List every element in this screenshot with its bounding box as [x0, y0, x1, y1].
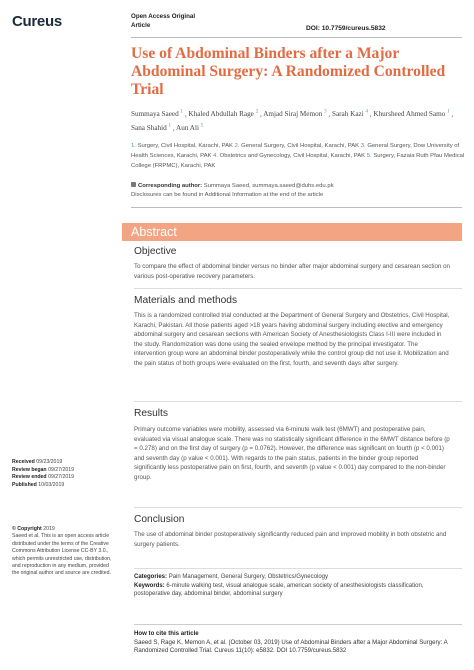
section-divider: [134, 288, 462, 289]
abstract-heading: Abstract: [131, 225, 177, 239]
cite-divider: [134, 624, 462, 625]
categories-keywords: [134, 573, 450, 599]
objective-heading: Objective: [134, 246, 177, 257]
section-divider: [134, 568, 462, 569]
methods-text: This is a randomized controlled trial conducted at the Department of General Surgery and Obstetrics, Civil Hospital, Karachi, Pakistan. All those patients aged >18 years having abdominal surgery including elective and emergency abdominal surgery and cesarean sections with American Society of Anesthesiologists Class I-III were included in the study. Randomization was done using the sealed envelope method by the principal investigator. The intervention group wore an abdominal binder postoperatively while the control group did not use it. Mobilization and the pain status of both groups were evaluated on the first, fourth, and seventh days after surgery.: [134, 312, 450, 367]
categories: Categories: Pain Management, General Surgery, Obstetrics/Gynecology: [134, 574, 328, 580]
date-published: Published 10/03/2019: [12, 481, 65, 488]
corresponding-author: Corresponding author: Summaya Saeed, summaya.saeed@duhs.edu.pk Disclosures can be found in Additional Information at the end of the article: [131, 182, 466, 199]
article-dates: [12, 459, 112, 489]
date-received: Received 09/23/2019: [12, 459, 63, 465]
section-divider: [134, 507, 462, 508]
methods-heading: Materials and methods: [134, 295, 238, 306]
how-to-cite: How to cite this article Saeed S, Rage K, Memon A, et al. (October 03, 2019) Use of Abdominal Binders after a Major Abdominal Surgery: A Randomized Controlled Trial. Cureus 11(10): e5832. DOI 10.7759/cureus.5832: [134, 630, 464, 656]
date-review-ended: Review ended 09/27/2019: [12, 474, 75, 481]
disclosures: Disclosures can be found in Additional Information at the end of the article: [131, 191, 324, 198]
doi-header[interactable]: DOI: 10.7759/cureus.5832: [306, 25, 386, 32]
author-list: Summaya Saeed $^1$ , Khaled Abdullah Rage $^2$ , Amjad Siraj Memon $^3$ , Sarah Kazi $^4$ , Khursheed Ahmed Samo $^1$ , Sana Shahid $^1$ , Aun Ali $^5$: [131, 110, 454, 133]
conclusion-heading: Conclusion: [134, 514, 185, 525]
corresponding-email[interactable]: Summaya Saeed, summaya.saeed@duhs.edu.pk: [203, 183, 334, 189]
author[interactable]: Sana Shahid $^1$: [131, 123, 172, 133]
abstract-divider: [131, 207, 462, 208]
article-type: [131, 12, 195, 30]
author[interactable]: Aun Ali $^5$: [176, 123, 204, 133]
author[interactable]: Summaya Saeed $^1$: [131, 110, 184, 119]
access-line-2: Article: [131, 22, 151, 29]
author[interactable]: Amjad Siraj Memon $^3$: [263, 110, 327, 119]
author[interactable]: Khaled Abdullah Rage $^2$: [188, 110, 259, 119]
author[interactable]: Khursheed Ahmed Samo $^1$: [373, 110, 450, 119]
date-review-began: Review began 09/27/2019: [12, 466, 75, 473]
section-divider: [134, 401, 462, 402]
conclusion-text: The use of abdominal binder postoperatively significantly reduced pain and improved mobility in both obstetric and surgery patients.: [134, 531, 447, 548]
article-title: Use of Abdominal Binders after a Major Abdominal Surgery: A Randomized Controlled Trial: [131, 45, 446, 98]
objective-text: To compare the effect of abdominal binder versus no binder after major abdominal surgery and cesarean section on various post-operative recovery parameters.: [134, 263, 450, 280]
email-icon: [131, 182, 136, 187]
cureus-logo: Cureus: [12, 13, 62, 30]
author[interactable]: Sarah Kazi $^4$: [331, 110, 368, 119]
citation-text: Saeed S, Rage K, Memon A, et al. (October 03, 2019) Use of Abdominal Binders after a Major Abdominal Surgery: A Randomized Controlled Trial. Cureus 11(10): e5832. DOI 10.7759/cureus.5832: [134, 638, 448, 655]
copyright-notice: © Copyright 2019 Saeed et al. This is an open access article distributed under the terms of the Creative Commons Attribution License CC-BY 3.0., which permits unrestricted use, distribution, and reproduction in any medium, provided the original author and source are credited.: [12, 526, 112, 577]
access-line-1: Open Access Original: [131, 13, 196, 20]
results-text: Primary outcome variables were mobility, assessed via 6-minute walk test (6MWT) and postoperative pain, evaluated via visual analogue scale. There was no statistically significant difference in the 6MWT distance before (p = 0.278) and on the first day of surgery (p = 0.0762). However, the difference was significant on fourth (p < 0.001) and seventh day (p value < 0.001). With regards to the pain status, patients in the binder group reported significantly less postoperative pain on first, fourth, and seventh (p value < 0.001) day compared to the non-binder group.: [134, 426, 450, 481]
keywords: Keywords: 6-minute walking test, visual analogue scale, american society of anesthesiologists classification, postoperative day, abdominal binder, abdominal surgery: [134, 582, 424, 598]
affiliations: 1. Surgery, Civil Hospital, Karachi, PAK 2. General Surgery, Civil Hospital, Karachi, PAK 3. General Surgery, Dow University of Health Sciences, Karachi, PAK 4. Obstetrics and Gynecology, Civil Hospital, Karachi, PAK 5. Surgery, Fazaia Ruth Pfau Medical College (FRPMC), Karachi, PAK: [131, 143, 465, 170]
results-heading: Results: [134, 408, 168, 419]
header-divider: [131, 37, 462, 38]
